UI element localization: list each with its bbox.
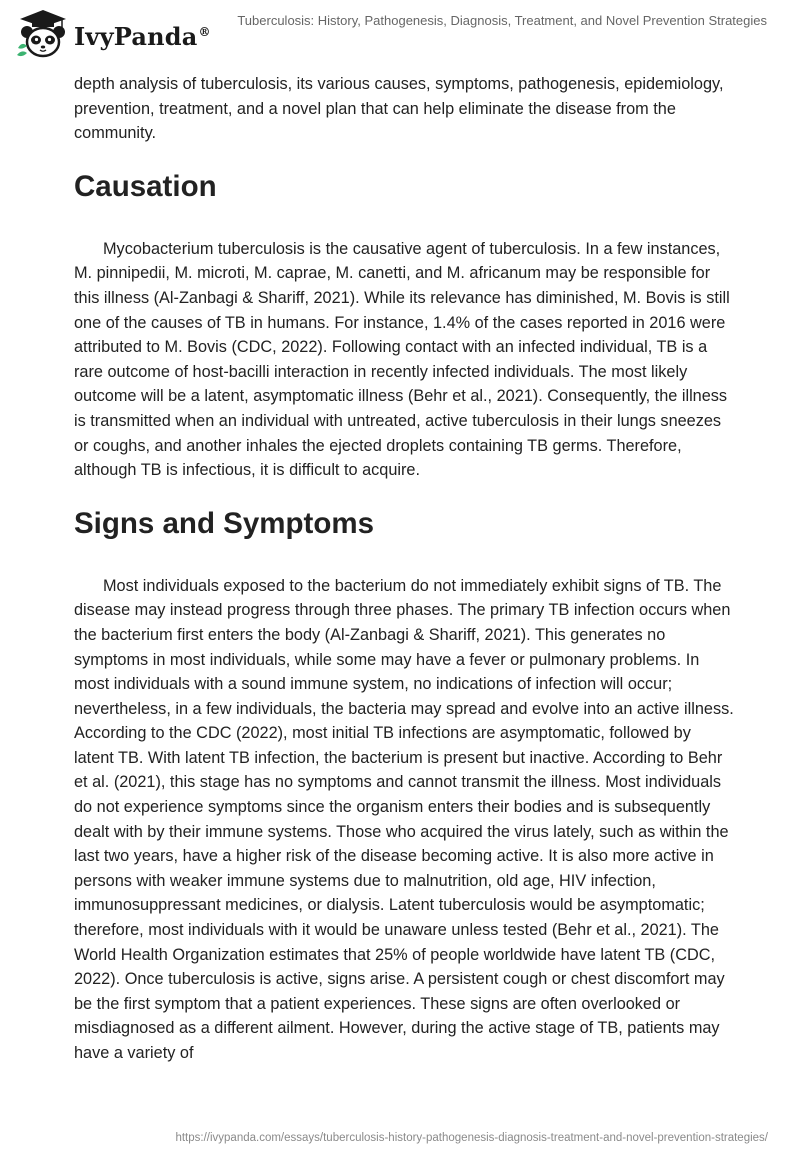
- logo-name: IvyPanda: [74, 21, 198, 51]
- document-title: Tuberculosis: History, Pathogenesis, Diagnosis, Treatment, and Novel Prevention Strategies: [237, 13, 767, 28]
- registered-mark: ®: [198, 24, 211, 39]
- section-heading-causation: Causation: [74, 169, 217, 203]
- intro-paragraph-tail: depth analysis of tuberculosis, its various causes, symptoms, pathogenesis, epidemiology, prevention, treatment, and a novel plan that can help eliminate the disease from the community.: [74, 75, 724, 143]
- panda-graduate-icon: [14, 8, 72, 60]
- essay-content: [74, 72, 734, 1066]
- logo-wordmark: [74, 22, 211, 51]
- page-header: [0, 0, 800, 70]
- signs-and-symptoms-paragraph: Most individuals exposed to the bacterium do not immediately exhibit signs of TB. The disease may instead progress through three phases. The primary TB infection occurs when the bacterium first enters the body (Al-Zanbagi & Shariff, 2021). This generates no symptoms in most individuals, while some may have a fever or pulmonary problems. In most individuals with a sound immune system, no indications of infection will occur; nevertheless, in a few individuals, the bacteria may spread and evolve into an active illness. According to the CDC (2022), most initial TB infections are asymptomatic, followed by latent TB. With latent TB infection, the bacterium is present but inactive. According to Behr et al. (2021), this stage has no symptoms and cannot transmit the illness. Most individuals do not experience symptoms since the organism enters their bodies and is subsequently dealt with by their immune systems. Those who acquired the virus lately, such as within the last two years, have a higher risk of the disease becoming active. It is also more active in persons with weaker immune systems due to malnutrition, old age, HIV infection, immunosuppressant medicines, or dialysis. Latent tuberculosis would be asymptomatic; therefore, most individuals with it would be unaware unless tested (Behr et al., 2021). The World Health Organization estimates that 25% of people worldwide have latent TB (CDC, 2022). Once tuberculosis is active, signs arise. A persistent cough or chest discomfort may be the first symptom that a patient experiences. These signs are often overlooked or misdiagnosed as a different ailment. However, during the active stage of TB, patients may have a variety of: [74, 576, 734, 1062]
- section-heading-signs-and-symptoms: Signs and Symptoms: [74, 506, 374, 540]
- causation-paragraph: Mycobacterium tuberculosis is the causative agent of tuberculosis. In a few instances, M. pinnipedii, M. microti, M. caprae, M. canetti, and M. africanum may be responsible for this illness (Al-Zanbagi & Shariff, 2021). While its relevance has diminished, M. Bovis is still one of the causes of TB in humans. For instance, 1.4% of the cases reported in 2016 were attributed to M. Bovis (CDC, 2022). Following contact with an infected individual, TB is a rare outcome of host-bacilli interaction in recently infected individuals. The most likely outcome will be a latent, asymptomatic illness (Behr et al., 2021). Consequently, the illness is transmitted when an individual with untreated, active tuberculosis in their lungs sneezes or coughs, and another inhales the ejected droplets containing TB germs. Therefore, although TB is infectious, it is difficult to acquire.: [74, 239, 730, 480]
- source-url-link[interactable]: https://ivypanda.com/essays/tuberculosis-history-pathogenesis-diagnosis-treatment-and-novel-prevention-strategies/: [175, 1132, 768, 1144]
- ivypanda-logo[interactable]: [14, 8, 211, 60]
